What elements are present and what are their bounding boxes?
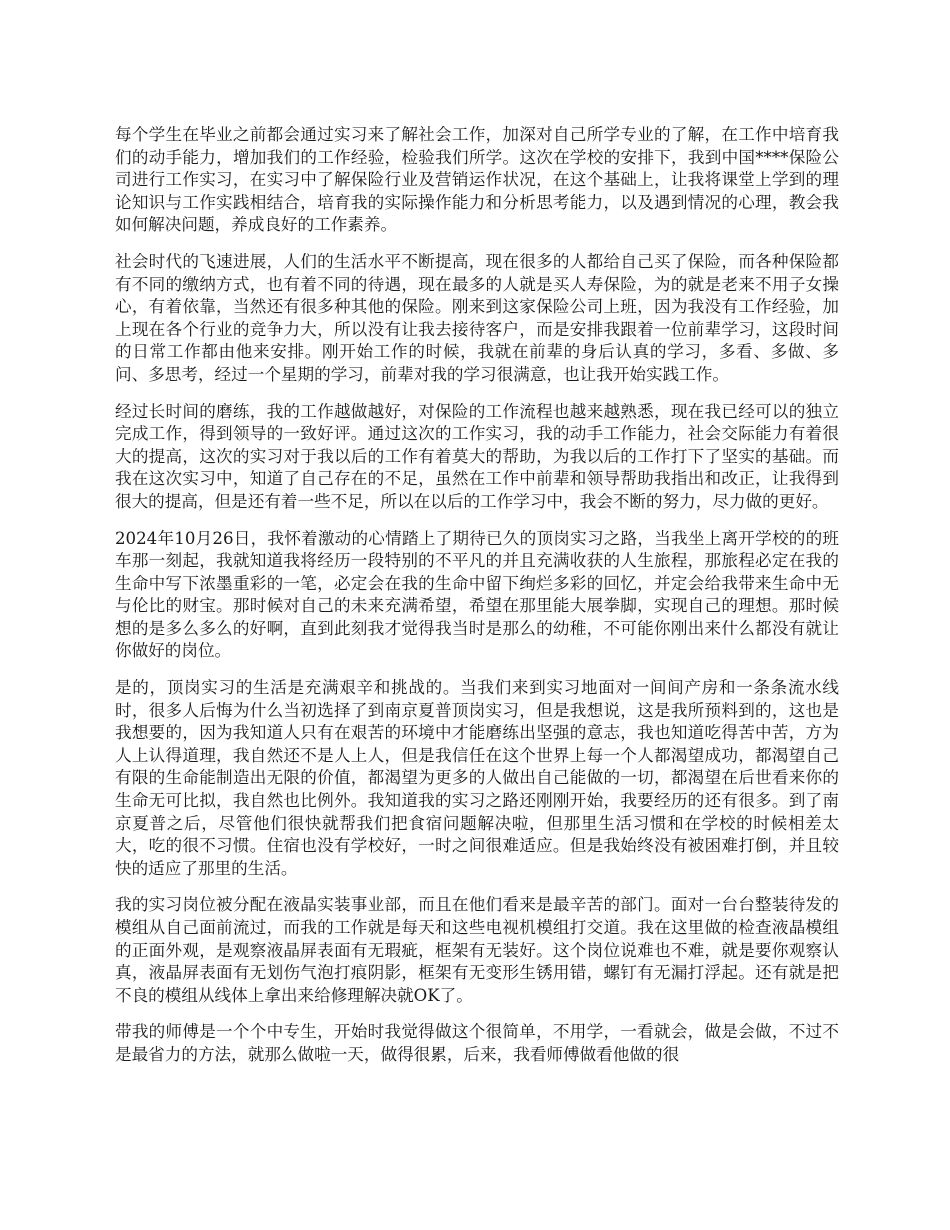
paragraph-4: 2024年10月26日，我怀着激动的心情踏上了期待已久的顶岗实习之路，当我坐上离开学校的的班车那一刻起，我就知道我将经历一段特别的不平凡的并且充满收获的人生旅程，那旅程必定在我的生命中写下浓墨重彩的一笔，必定会在我的生命中留下绚烂多彩的回忆，并定会给我带来生命中无与伦比的财宝。那时候对自己的未来充满希望，希望在那里能大展拳脚，实现自己的理想。那时候想的是多么多么的好啊，直到此刻我才觉得我当时是那么的幼稚，不可能你刚出来什么都没有就让你做好的岗位。 <box>115 528 839 661</box>
paragraph-3: 经过长时间的磨练，我的工作越做越好，对保险的工作流程也越来越熟悉，现在我已经可以的独立完成工作，得到领导的一致好评。通过这次的工作实习，我的动手工作能力，社会交际能力有着很大的提高，这次的实习对于我以后的工作有着莫大的帮助，为我以后的工作打下了坚实的基础。而我在这次实习中，知道了自己存在的不足，虽然在工作中前辈和领导帮助我指出和改正，让我得到很大的提高，但是还有着一些不足，所以在以后的工作学习中，我会不断的努力，尽力做的更好。 <box>115 401 839 511</box>
paragraph-2: 社会时代的飞速进展，人们的生活水平不断提高，现在很多的人都给自己买了保险，而各种保险都有不同的缴纳方式，也有着不同的待遇，现在最多的人就是买人寿保险，为的就是老来不用子女操心，有着依靠，当然还有很多种其他的保险。刚来到这家保险公司上班，因为我没有工作经验，加上现在各个行业的竞争力大，所以没有让我去接待客户，而是安排我跟着一位前辈学习，这段时间的日常工作都由他来安排。刚开始工作的时候，我就在前辈的身后认真的学习，多看、多做、多问、多思考，经过一个星期的学习，前辈对我的学习很满意，也让我开始实践工作。 <box>115 251 839 384</box>
paragraph-7: 带我的师傅是一个个中专生，开始时我觉得做这个很简单，不用学，一看就会，做是会做，不过不是最省力的方法，就那么做啦一天，做得很累，后来，我看师傅做看他做的很 <box>115 1022 839 1064</box>
document-body <box>115 124 839 1081</box>
paragraph-5: 是的，顶岗实习的生活是充满艰辛和挑战的。当我们来到实习地面对一间间产房和一条条流水线时，很多人后悔为什么当初选择了到南京夏普顶岗实习，但是我想说，这是我所预料到的，这也是我想要的，因为我知道人只有在艰苦的环境中才能磨练出坚强的意志，我也知道吃得苦中苦，方为人上认得道理，我自然还不是人上人，但是我信任在这个世界上每一个人都渴望成功，都渴望自己有限的生命能制造出无限的价值，都渴望为更多的人做出自己能做的一切，都渴望在后世看来你的生命无可比拟，我自然也比例外。我知道我的实习之路还刚刚开始，我要经历的还有很多。到了南京夏普之后，尽管他们很快就帮我们把食宿问题解决啦，但那里生活习惯和在学校的时候相差太大，吃的很不习惯。住宿也没有学校好，一时之间很难适应。但是我始终没有被困难打倒，并且较快的适应了那里的生活。 <box>115 678 839 878</box>
paragraph-6: 我的实习岗位被分配在液晶实装事业部，而且在他们看来是最辛苦的部门。面对一台台整装待发的模组从自己面前流过，而我的工作就是每天和这些电视机模组打交道。我在这里做的检查液晶模组的正面外观，是观察液晶屏表面有无瑕疵，框架有无装好。这个岗位说难也不难，就是要你观察认真，液晶屏表面有无划伤气泡打痕阴影，框架有无变形生锈用错，螺钉有无漏打浮起。还有就是把不良的模组从线体上拿出来给修理解决就OK了。 <box>115 895 839 1005</box>
paragraph-1: 每个学生在毕业之前都会通过实习来了解社会工作，加深对自己所学专业的了解，在工作中培育我们的动手能力，增加我们的工作经验，检验我们所学。这次在学校的安排下，我到中国****保险公司进行工作实习，在实习中了解保险行业及营销运作状况，在这个基础上，让我将课堂上学到的理论知识与工作实践相结合，培育我的实际操作能力和分析思考能力，以及遇到情况的心理，教会我如何解决问题，养成良好的工作素养。 <box>115 125 839 235</box>
